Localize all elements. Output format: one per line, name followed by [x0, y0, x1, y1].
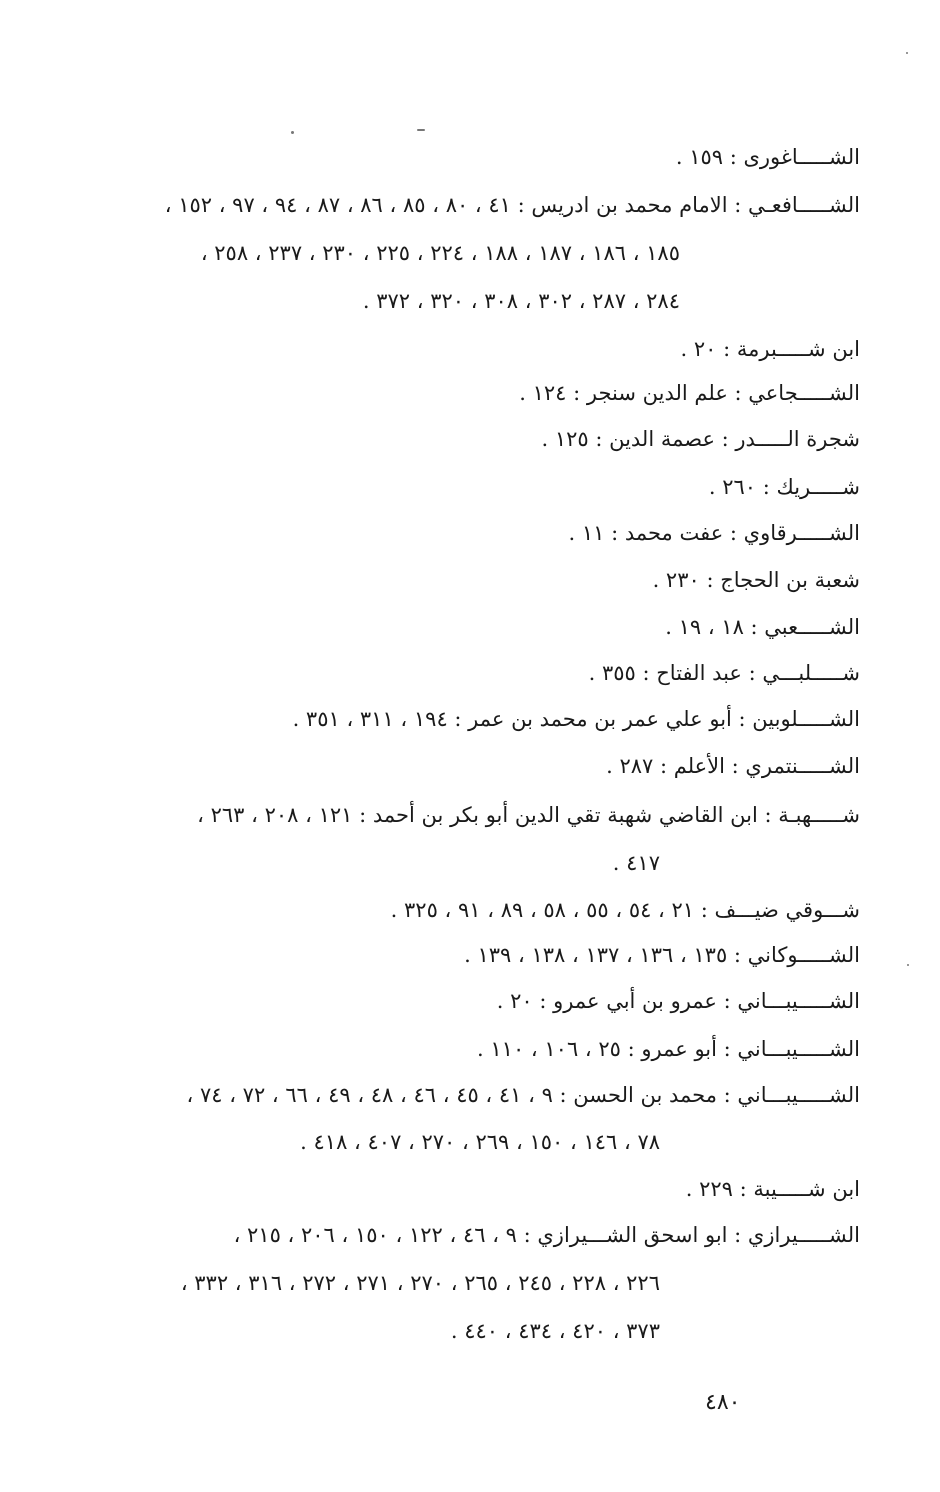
scan-speck — [417, 129, 425, 131]
index-entry: شعبة بن الحجاج : ٢٣٠ . — [652, 568, 860, 592]
index-entry: الشـــــيبـــاني : محمد بن الحسن : ٩ ، ٤١ ، ٤٥ ، ٤٦ ، ٤٨ ، ٤٩ ، ٦٦ ، ٧٢ ، ٧٤ ، — [186, 1083, 860, 1107]
index-entry-continuation: ٣٧٣ ، ٤٢٠ ، ٤٣٤ ، ٤٤٠ . — [450, 1319, 660, 1343]
index-entry: الشـــــجاعي : علم الدين سنجر : ١٢٤ . — [519, 381, 860, 405]
scan-speck — [291, 131, 294, 134]
index-entry: شـــوقي ضيـــف : ٢١ ، ٥٤ ، ٥٥ ، ٥٨ ، ٨٩ ، ٩١ ، ٣٢٥ . — [390, 898, 860, 922]
index-entry: ابن شـــــيبة : ٢٢٩ . — [685, 1177, 860, 1201]
index-entry: الشـــــلوبين : أبو علي عمر بن محمد بن عمر : ١٩٤ ، ٣١١ ، ٣٥١ . — [292, 707, 860, 731]
index-entry: شـــــلبـــي : عبد الفتاح : ٣٥٥ . — [588, 661, 860, 685]
index-entry: الشـــــرقاوي : عفت محمد : ١١ . — [568, 521, 860, 545]
index-entry: الشـــــافعـي : الامام محمد بن ادريس : ٤١ ، ٨٠ ، ٨٥ ، ٨٦ ، ٨٧ ، ٩٤ ، ٩٧ ، ١٥٢ ، — [164, 193, 860, 217]
index-entry-continuation: ١٨٥ ، ١٨٦ ، ١٨٧ ، ١٨٨ ، ٢٢٤ ، ٢٢٥ ، ٢٣٠ ، ٢٣٧ ، ٢٥٨ ، — [200, 241, 680, 265]
index-entry: شـــــريك : ٢٦٠ . — [708, 475, 860, 499]
index-entry: الشـــــوكاني : ١٣٥ ، ١٣٦ ، ١٣٧ ، ١٣٨ ، ١٣٩ . — [464, 943, 860, 967]
index-entry: شجرة الـــــدر : عصمة الدين : ١٢٥ . — [541, 427, 860, 451]
index-entry: ابن شـــــبرمة : ٢٠ . — [680, 337, 860, 361]
index-entry-continuation: ٢٢٦ ، ٢٢٨ ، ٢٤٥ ، ٢٦٥ ، ٢٧٠ ، ٢٧١ ، ٢٧٢ ، ٣١٦ ، ٣٣٢ ، — [180, 1271, 660, 1295]
index-entry: الشـــــاغورى : ١٥٩ . — [675, 145, 860, 169]
index-entry: الشـــــنتمري : الأعلم : ٢٨٧ . — [606, 754, 860, 778]
scan-speck — [907, 964, 909, 966]
page-number: ٤٨٠ — [705, 1390, 741, 1415]
index-entry-continuation: ٤١٧ . — [612, 851, 660, 875]
index-entry-continuation: ٢٨٤ ، ٢٨٧ ، ٣٠٢ ، ٣٠٨ ، ٣٢٠ ، ٣٧٢ . — [362, 289, 680, 313]
index-entry: الشـــــيرازي : ابو اسحق الشـــيرازي : ٩ ، ٤٦ ، ١٢٢ ، ١٥٠ ، ٢٠٦ ، ٢١٥ ، — [233, 1223, 860, 1247]
index-entry: الشـــــيبـــاني : أبو عمرو : ٢٥ ، ١٠٦ ، ١١٠ . — [477, 1037, 860, 1061]
index-entry: شـــــهبـة : ابن القاضي شهبة تقي الدين أبو بكر بن أحمد : ١٢١ ، ٢٠٨ ، ٢٦٣ ، — [197, 803, 860, 827]
scan-speck — [906, 52, 908, 54]
index-entry: الشـــــيبـــاني : عمرو بن أبي عمرو : ٢٠ . — [496, 989, 860, 1013]
index-entry: الشـــــعبي : ١٨ ، ١٩ . — [665, 615, 860, 639]
index-entry-continuation: ٧٨ ، ١٤٦ ، ١٥٠ ، ٢٦٩ ، ٢٧٠ ، ٤٠٧ ، ٤١٨ . — [300, 1130, 660, 1154]
